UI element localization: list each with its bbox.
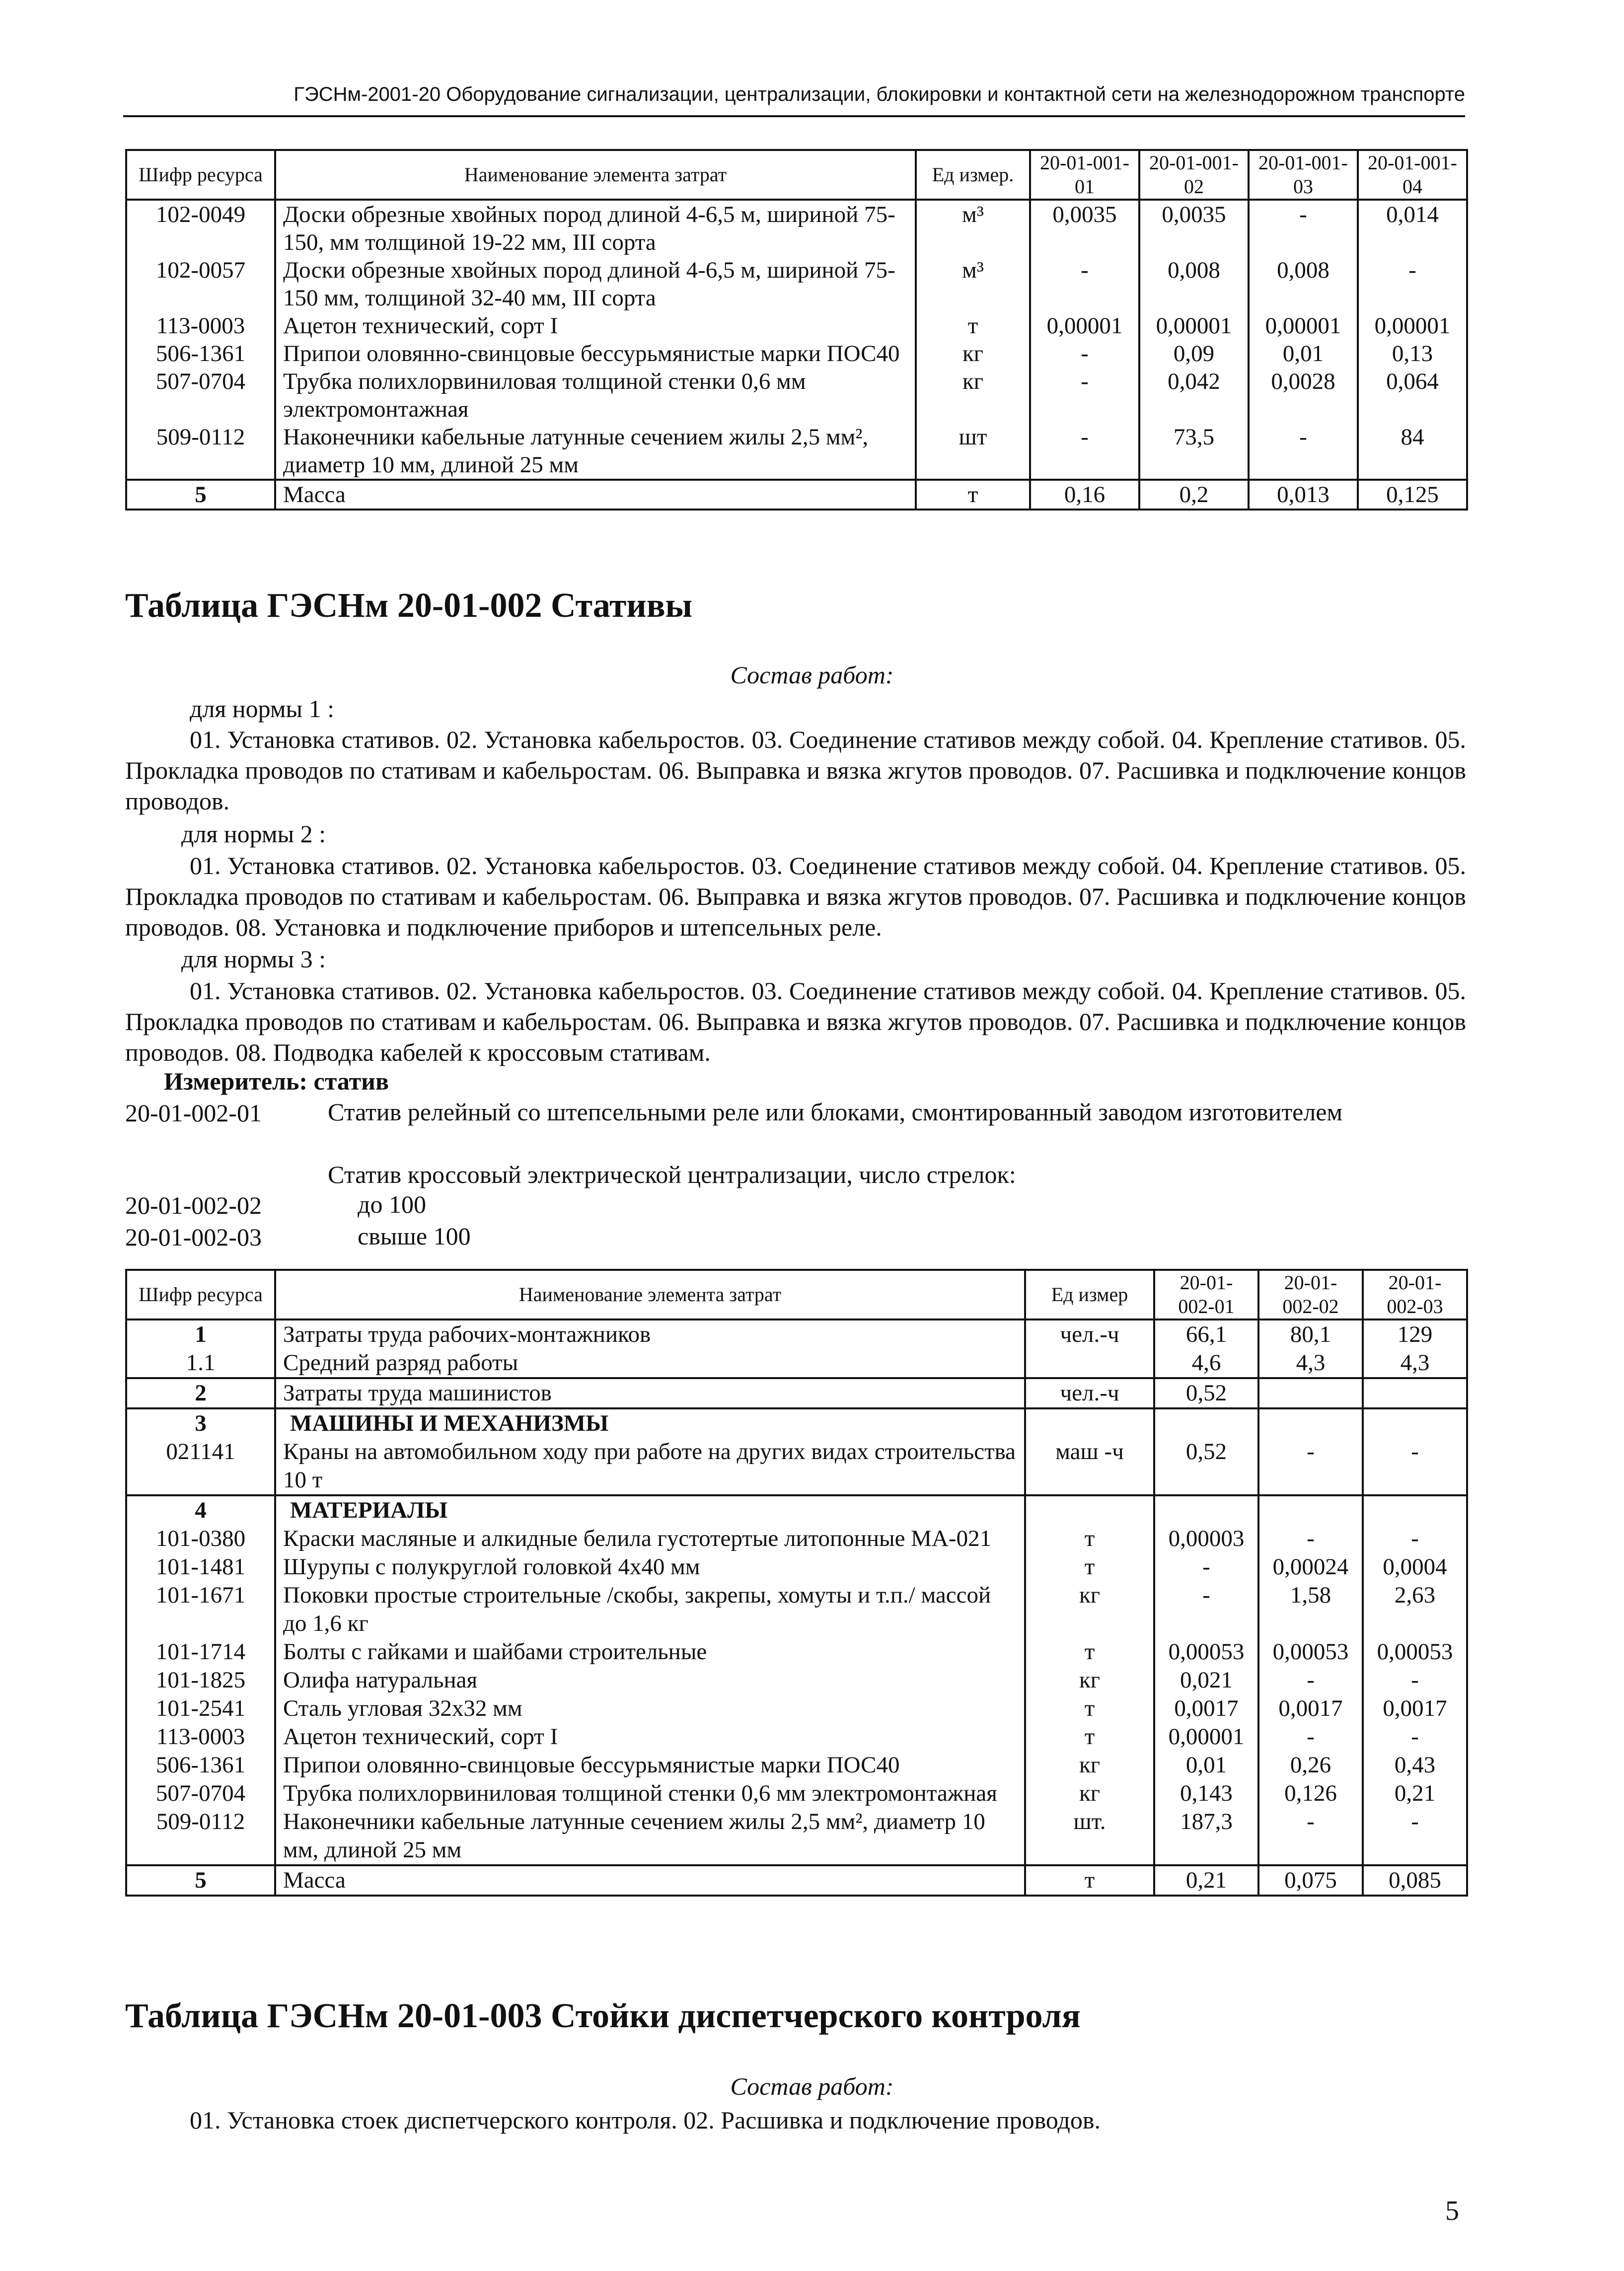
table-row xyxy=(126,1694,1467,1723)
resource-code-cell: 113-0003 xyxy=(126,312,275,340)
value-cell: - xyxy=(1030,256,1139,312)
resource-code-cell: 101-1671 xyxy=(126,1581,275,1638)
value-cell: - xyxy=(1249,423,1358,480)
unit-cell: шт xyxy=(916,423,1030,480)
value-cell: 0,014 xyxy=(1358,200,1467,256)
value-cell: 0,13 xyxy=(1358,340,1467,367)
resource-name-cell: Припои оловянно-свинцовые бессурьмянистые марки ПОС40 xyxy=(275,340,916,367)
unit-cell: кг xyxy=(1025,1581,1154,1638)
value-cell: 1,58 xyxy=(1258,1581,1363,1638)
section-title: Таблица ГЭСНм 20-01-002 Стативы xyxy=(125,586,693,625)
table-row xyxy=(126,1581,1467,1638)
column-header: 20-01-001-02 xyxy=(1139,150,1249,200)
works-title: Состав работ: xyxy=(730,2072,894,2100)
column-header: 20-01-001-03 xyxy=(1249,150,1358,200)
table-row xyxy=(126,200,1467,256)
unit-cell: чел.-ч xyxy=(1025,1378,1154,1408)
value-cell: - xyxy=(1030,367,1139,423)
norm-code: 20-01-002-02 xyxy=(125,1191,262,1219)
value-cell: 4,3 xyxy=(1258,1349,1363,1378)
column-header: Наименование элемента затрат xyxy=(275,150,916,200)
column-header: Ед измер. xyxy=(916,150,1030,200)
resource-name-cell: Масса xyxy=(275,480,916,510)
value-cell: 0,0035 xyxy=(1030,200,1139,256)
measure-unit: Измеритель: статив xyxy=(164,1067,389,1095)
column-header: 20-01-001-04 xyxy=(1358,150,1467,200)
resource-code-cell: 1 xyxy=(126,1319,275,1349)
unit-cell xyxy=(1025,1408,1154,1438)
value-cell: 0,085 xyxy=(1363,1865,1467,1896)
resource-code-cell: 4 xyxy=(126,1495,275,1525)
value-cell: 0,01 xyxy=(1249,340,1358,367)
resource-code-cell: 101-2541 xyxy=(126,1694,275,1723)
value-cell: - xyxy=(1258,1438,1363,1495)
resource-code-cell: 113-0003 xyxy=(126,1723,275,1751)
resource-name-cell: Ацетон технический, сорт I xyxy=(275,312,916,340)
works-title: Состав работ: xyxy=(730,661,894,689)
unit-cell: т xyxy=(1025,1638,1154,1666)
norm-text xyxy=(125,724,1466,816)
table-row xyxy=(126,1525,1467,1553)
resource-name-cell: Шурупы с полукруглой головкой 4х40 мм xyxy=(275,1553,1025,1581)
table-header-row xyxy=(126,1270,1467,1319)
resource-code-cell: 507-0704 xyxy=(126,1779,275,1808)
value-cell: 0,0017 xyxy=(1258,1694,1363,1723)
resource-name-cell: МАШИНЫ И МЕХАНИЗМЫ xyxy=(275,1408,1025,1438)
value-cell: 0,00001 xyxy=(1249,312,1358,340)
resource-code-cell: 507-0704 xyxy=(126,367,275,423)
value-cell: 0,00053 xyxy=(1258,1638,1363,1666)
table-row xyxy=(126,480,1467,510)
value-cell: - xyxy=(1030,423,1139,480)
table-row xyxy=(126,1438,1467,1495)
value-cell: 187,3 xyxy=(1154,1808,1258,1865)
resource-code-cell: 101-1825 xyxy=(126,1666,275,1694)
unit-cell xyxy=(1025,1349,1154,1378)
value-cell: 0,064 xyxy=(1358,367,1467,423)
norm-description: до 100 xyxy=(358,1190,426,1218)
value-cell xyxy=(1154,1408,1258,1438)
value-cell: 0,00001 xyxy=(1358,312,1467,340)
value-cell: 0,52 xyxy=(1154,1438,1258,1495)
value-cell: 0,00001 xyxy=(1154,1723,1258,1751)
value-cell: 0,2 xyxy=(1139,480,1249,510)
resource-name-cell: Сталь угловая 32х32 мм xyxy=(275,1694,1025,1723)
column-header: 20-01-002-01 xyxy=(1154,1270,1258,1319)
value-cell: - xyxy=(1258,1723,1363,1751)
resource-code-cell: 509-0112 xyxy=(126,423,275,480)
value-cell: 80,1 xyxy=(1258,1319,1363,1349)
resource-table-1 xyxy=(125,149,1468,511)
value-cell: 0,00053 xyxy=(1363,1638,1467,1666)
resource-name-cell: Краски масляные и алкидные белила густотертые литопонные МА-021 xyxy=(275,1525,1025,1553)
value-cell: - xyxy=(1363,1438,1467,1495)
norm-label: для нормы 2 : xyxy=(181,820,326,848)
works-text: 01. Установка стоек диспетчерского контроля. 02. Расшивка и подключение проводов. xyxy=(190,2106,1101,2134)
unit-cell: т xyxy=(916,480,1030,510)
column-header: Шифр ресурса xyxy=(126,150,275,200)
resource-code-cell: 021141 xyxy=(126,1438,275,1495)
resource-name-cell: Средний разряд работы xyxy=(275,1349,1025,1378)
table-row xyxy=(126,423,1467,480)
norm-text-content: 01. Установка стативов. 02. Установка кабельростов. 03. Соединение стативов между собой. 04. Крепление стативов. 05. Прокладка проводов по стативам и кабельростам. 06. Выправка и вязка жгутов проводов. 07. Расшивка и подключение концов проводов. 08. Подводка кабелей к кроссовым стативам. xyxy=(125,977,1466,1066)
unit-cell: кг xyxy=(916,340,1030,367)
value-cell: 0,042 xyxy=(1139,367,1249,423)
value-cell: 0,21 xyxy=(1363,1779,1467,1808)
unit-cell: т xyxy=(1025,1723,1154,1751)
resource-name-cell: Доски обрезные хвойных пород длиной 4-6,5 м, шириной 75-150 мм, толщиной 32-40 мм, III сорта xyxy=(275,256,916,312)
table-row xyxy=(126,256,1467,312)
unit-cell: т xyxy=(1025,1694,1154,1723)
value-cell: - xyxy=(1154,1553,1258,1581)
value-cell: 0,01 xyxy=(1154,1751,1258,1779)
value-cell: 0,26 xyxy=(1258,1751,1363,1779)
header-rule xyxy=(123,115,1465,117)
unit-cell: м³ xyxy=(916,256,1030,312)
value-cell: 0,008 xyxy=(1249,256,1358,312)
unit-cell: кг xyxy=(1025,1751,1154,1779)
value-cell: 0,09 xyxy=(1139,340,1249,367)
value-cell xyxy=(1258,1495,1363,1525)
value-cell xyxy=(1154,1495,1258,1525)
unit-cell xyxy=(1025,1495,1154,1525)
value-cell: - xyxy=(1363,1666,1467,1694)
column-header: Наименование элемента затрат xyxy=(275,1270,1025,1319)
resource-code-cell: 102-0057 xyxy=(126,256,275,312)
table-row xyxy=(126,1666,1467,1694)
unit-cell: маш -ч xyxy=(1025,1438,1154,1495)
value-cell xyxy=(1363,1378,1467,1408)
norm-description: свыше 100 xyxy=(358,1222,471,1250)
table-row xyxy=(126,1808,1467,1865)
unit-cell: шт. xyxy=(1025,1808,1154,1865)
norm-description: Статив релейный со штепсельными реле или блоками, смонтированный заводом изготовителем xyxy=(328,1098,1343,1126)
column-header: Ед измер xyxy=(1025,1270,1154,1319)
resource-code-cell: 5 xyxy=(126,1865,275,1896)
resource-table-2 xyxy=(125,1269,1468,1897)
resource-name-cell: Трубка полихлорвиниловая толщиной стенки 0,6 мм электромонтажная xyxy=(275,1779,1025,1808)
unit-cell: чел.-ч xyxy=(1025,1319,1154,1349)
value-cell: 0,0004 xyxy=(1363,1553,1467,1581)
value-cell: 0,00003 xyxy=(1154,1525,1258,1553)
unit-cell: м³ xyxy=(916,200,1030,256)
table-body xyxy=(126,1319,1467,1896)
running-header: ГЭСНм-2001-20 Оборудование сигнализации, централизации, блокировки и контактной сети на железнодорожном транспорте xyxy=(294,83,1465,105)
table-row xyxy=(126,340,1467,367)
norm-code: 20-01-002-03 xyxy=(125,1223,262,1251)
table-row xyxy=(126,1408,1467,1438)
table-row xyxy=(126,1779,1467,1808)
resource-code-cell: 506-1361 xyxy=(126,1751,275,1779)
table-row xyxy=(126,1865,1467,1896)
value-cell: - xyxy=(1258,1808,1363,1865)
norm-text xyxy=(125,975,1466,1068)
resource-name-cell: Наконечники кабельные латунные сечением жилы 2,5 мм², диаметр 10 мм, длиной 25 мм xyxy=(275,1808,1025,1865)
value-cell: 0,00053 xyxy=(1154,1638,1258,1666)
value-cell: - xyxy=(1363,1723,1467,1751)
resource-name-cell: Наконечники кабельные латунные сечением жилы 2,5 мм², диаметр 10 мм, длиной 25 мм xyxy=(275,423,916,480)
resource-name-cell: Ацетон технический, сорт I xyxy=(275,1723,1025,1751)
norm-text xyxy=(125,850,1466,943)
unit-cell: кг xyxy=(1025,1666,1154,1694)
table-row xyxy=(126,1319,1467,1349)
norm-text-content: 01. Установка стативов. 02. Установка кабельростов. 03. Соединение стативов между собой. 04. Крепление стативов. 05. Прокладка проводов по стативам и кабельростам. 06. Выправка и вязка жгутов проводов. 07. Расшивка и подключение концов проводов. xyxy=(125,726,1466,815)
unit-cell: т xyxy=(1025,1865,1154,1896)
unit-cell: т xyxy=(1025,1553,1154,1581)
value-cell xyxy=(1363,1408,1467,1438)
table-row xyxy=(126,1751,1467,1779)
norm-code: 20-01-002-01 xyxy=(125,1099,262,1127)
resource-code-cell: 3 xyxy=(126,1408,275,1438)
unit-cell: кг xyxy=(916,367,1030,423)
value-cell: 0,126 xyxy=(1258,1779,1363,1808)
table-row xyxy=(126,1495,1467,1525)
value-cell: 84 xyxy=(1358,423,1467,480)
table-row xyxy=(126,1349,1467,1378)
value-cell: 73,5 xyxy=(1139,423,1249,480)
resource-name-cell: МАТЕРИАЛЫ xyxy=(275,1495,1025,1525)
resource-name-cell: Краны на автомобильном ходу при работе на других видах строительства 10 т xyxy=(275,1438,1025,1495)
resource-name-cell: Затраты труда машинистов xyxy=(275,1378,1025,1408)
resource-code-cell: 5 xyxy=(126,480,275,510)
column-header: 20-01-002-03 xyxy=(1363,1270,1467,1319)
resource-code-cell: 2 xyxy=(126,1378,275,1408)
value-cell: 0,125 xyxy=(1358,480,1467,510)
resource-name-cell: Затраты труда рабочих-монтажников xyxy=(275,1319,1025,1349)
value-cell: 0,16 xyxy=(1030,480,1139,510)
value-cell: - xyxy=(1358,256,1467,312)
value-cell xyxy=(1258,1408,1363,1438)
value-cell: - xyxy=(1154,1581,1258,1638)
value-cell: - xyxy=(1030,340,1139,367)
value-cell xyxy=(1363,1495,1467,1525)
value-cell: - xyxy=(1363,1525,1467,1553)
value-cell: 0,0028 xyxy=(1249,367,1358,423)
resource-code-cell: 1.1 xyxy=(126,1349,275,1378)
resource-code-cell: 101-0380 xyxy=(126,1525,275,1553)
value-cell: 0,075 xyxy=(1258,1865,1363,1896)
table-row xyxy=(126,1378,1467,1408)
resource-name-cell: Болты с гайками и шайбами строительные xyxy=(275,1638,1025,1666)
unit-cell: т xyxy=(916,312,1030,340)
value-cell: 0,0017 xyxy=(1154,1694,1258,1723)
column-header: Шифр ресурса xyxy=(126,1270,275,1319)
resource-name-cell: Поковки простые строительные /скобы, закрепы, хомуты и т.п./ массой до 1,6 кг xyxy=(275,1581,1025,1638)
resource-code-cell: 506-1361 xyxy=(126,340,275,367)
value-cell: 66,1 xyxy=(1154,1319,1258,1349)
resource-name-cell: Доски обрезные хвойных пород длиной 4-6,5 м, шириной 75-150, мм толщиной 19-22 мм, III сорта xyxy=(275,200,916,256)
unit-cell: т xyxy=(1025,1525,1154,1553)
value-cell: 0,0017 xyxy=(1363,1694,1467,1723)
value-cell: 0,21 xyxy=(1154,1865,1258,1896)
page-number: 5 xyxy=(1445,2196,1459,2226)
resource-name-cell: Масса xyxy=(275,1865,1025,1896)
value-cell: 0,00024 xyxy=(1258,1553,1363,1581)
norm-text-content: 01. Установка стативов. 02. Установка кабельростов. 03. Соединение стативов между собой. 04. Крепление стативов. 05. Прокладка проводов по стативам и кабельростам. 06. Выправка и вязка жгутов проводов. 07. Расшивка и подключение концов проводов. 08. Установка и подключение приборов и штепсельных реле. xyxy=(125,852,1466,941)
column-header: 20-01-001-01 xyxy=(1030,150,1139,200)
resource-name-cell: Олифа натуральная xyxy=(275,1666,1025,1694)
table-row xyxy=(126,367,1467,423)
resource-code-cell: 102-0049 xyxy=(126,200,275,256)
norm-description: Статив кроссовый электрической централизации, число стрелок: xyxy=(328,1161,1016,1188)
resource-name-cell: Припои оловянно-свинцовые бессурьмянистые марки ПОС40 xyxy=(275,1751,1025,1779)
table-row xyxy=(126,312,1467,340)
value-cell: 0,143 xyxy=(1154,1779,1258,1808)
value-cell: 0,43 xyxy=(1363,1751,1467,1779)
value-cell: 0,0035 xyxy=(1139,200,1249,256)
table-row xyxy=(126,1553,1467,1581)
value-cell: 0,52 xyxy=(1154,1378,1258,1408)
value-cell: - xyxy=(1258,1666,1363,1694)
resource-name-cell: Трубка полихлорвиниловая толщиной стенки 0,6 мм электромонтажная xyxy=(275,367,916,423)
value-cell: 4,6 xyxy=(1154,1349,1258,1378)
section-title: Таблица ГЭСНм 20-01-003 Стойки диспетчерского контроля xyxy=(125,1997,1081,2035)
value-cell: 0,021 xyxy=(1154,1666,1258,1694)
value-cell: 0,00001 xyxy=(1030,312,1139,340)
value-cell xyxy=(1258,1378,1363,1408)
resource-code-cell: 509-0112 xyxy=(126,1808,275,1865)
table-row xyxy=(126,1723,1467,1751)
value-cell: - xyxy=(1249,200,1358,256)
value-cell: 0,013 xyxy=(1249,480,1358,510)
resource-code-cell: 101-1714 xyxy=(126,1638,275,1666)
value-cell: 0,00001 xyxy=(1139,312,1249,340)
value-cell: 0,008 xyxy=(1139,256,1249,312)
value-cell: 4,3 xyxy=(1363,1349,1467,1378)
column-header: 20-01-002-02 xyxy=(1258,1270,1363,1319)
table-header-row xyxy=(126,150,1467,200)
unit-cell: кг xyxy=(1025,1779,1154,1808)
value-cell: - xyxy=(1363,1808,1467,1865)
value-cell: - xyxy=(1258,1525,1363,1553)
table-body xyxy=(126,200,1467,510)
value-cell: 2,63 xyxy=(1363,1581,1467,1638)
norm-label: для нормы 3 : xyxy=(181,945,326,973)
value-cell: 129 xyxy=(1363,1319,1467,1349)
table-row xyxy=(126,1638,1467,1666)
norm-label: для нормы 1 : xyxy=(190,695,335,723)
resource-code-cell: 101-1481 xyxy=(126,1553,275,1581)
